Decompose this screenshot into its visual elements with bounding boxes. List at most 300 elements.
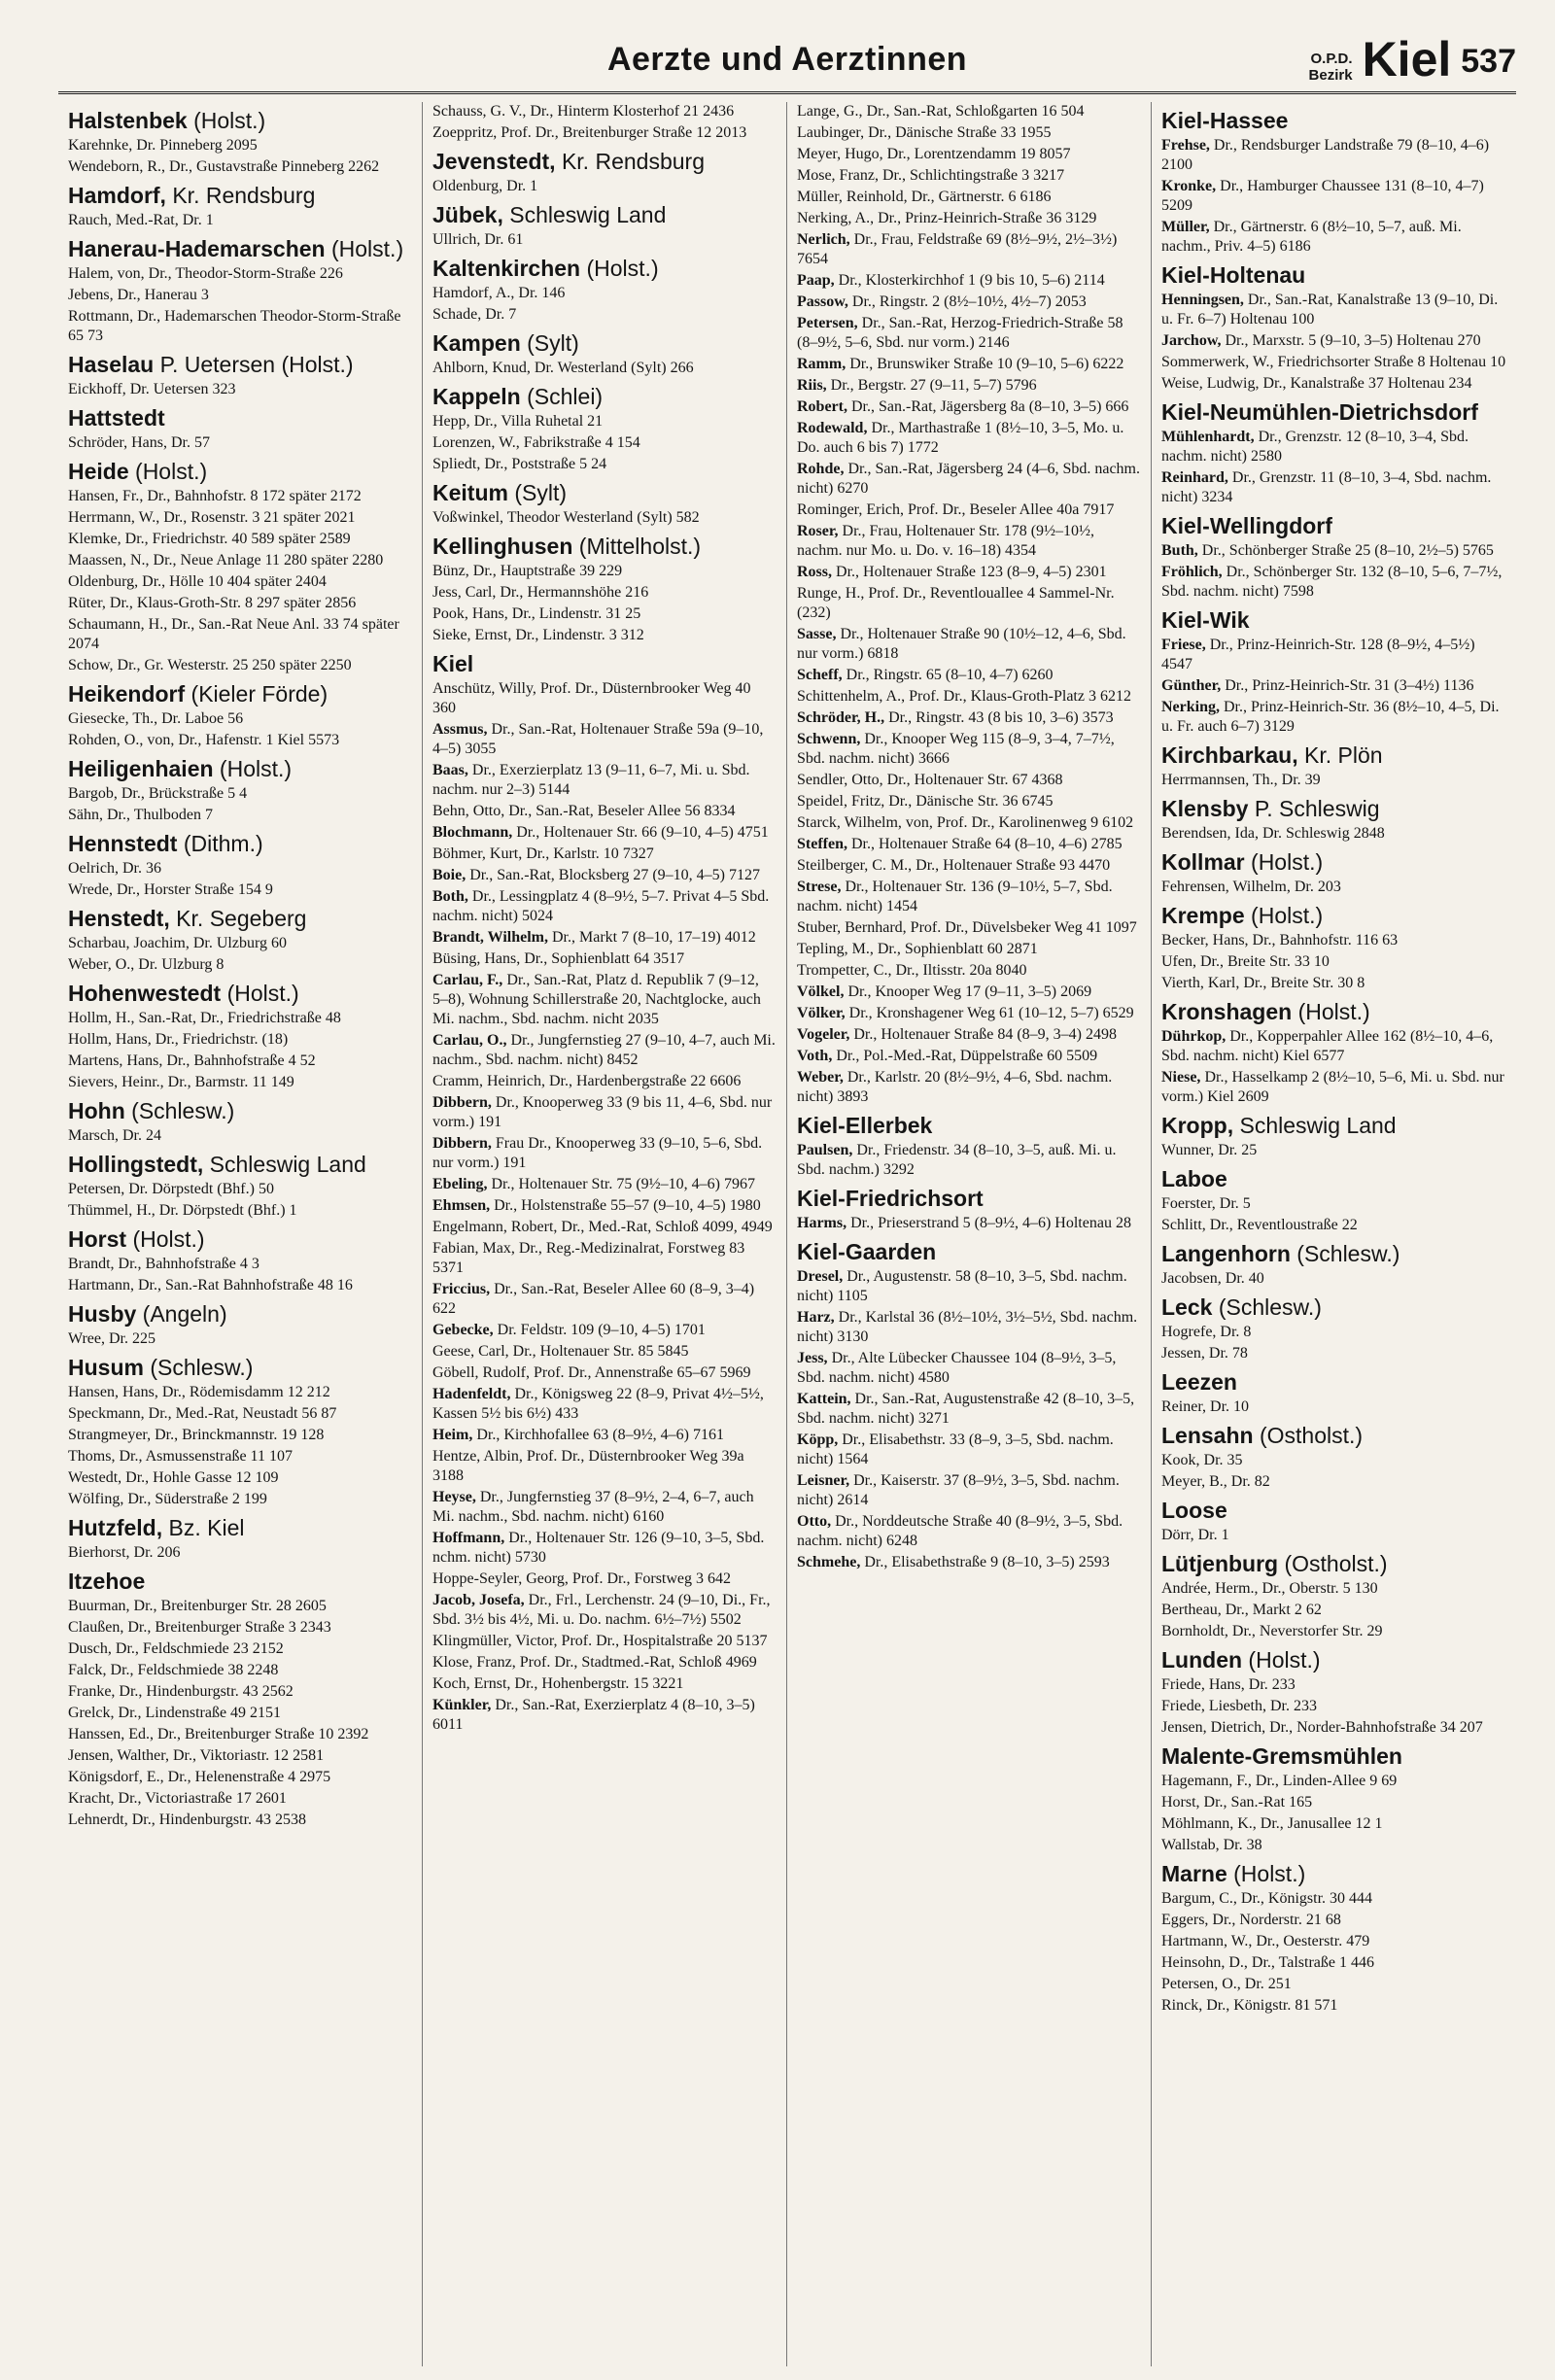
place-name: Keitum: [432, 480, 508, 505]
place-suffix: (Ostholst.): [1253, 1423, 1364, 1448]
place-heading: [1161, 1861, 1506, 1887]
place-suffix: (Mittelholst.): [572, 534, 702, 559]
place-suffix: Bz. Kiel: [162, 1515, 245, 1540]
physician-entry: [68, 307, 412, 346]
entry-text: Dr., Ringstr. 43 (8 bis 10, 3–6) 3573: [884, 709, 1114, 726]
physician-name: Weber,: [797, 1069, 844, 1086]
place-heading: [1161, 903, 1506, 929]
entry-text: Fehrensen, Wilhelm, Dr. 203: [1161, 879, 1341, 895]
place-suffix: (Sylt): [507, 480, 568, 505]
physician-entry: [432, 604, 777, 624]
physician-entry: [797, 1068, 1141, 1107]
entry-text: Brandt, Dr., Bahnhofstraße 4 3: [68, 1256, 259, 1272]
physician-entry: [432, 1175, 777, 1194]
entry-text: Thoms, Dr., Asmussenstraße 11 107: [68, 1448, 293, 1465]
physician-entry: [1161, 1718, 1506, 1738]
physician-entry: [432, 866, 777, 885]
place-name: Kiel-Wellingdorf: [1161, 513, 1332, 538]
physician-entry: [68, 530, 412, 549]
physician-entry: [68, 1682, 412, 1702]
physician-entry: [68, 551, 412, 570]
physician-name: Baas,: [432, 762, 468, 778]
physician-entry: [68, 955, 412, 975]
entry-text: Lorenzen, W., Fabrikstraße 4 154: [432, 434, 640, 451]
physician-name: Blochmann,: [432, 824, 513, 841]
physician-entry: [1161, 698, 1506, 737]
place-suffix: (Holst.): [1244, 849, 1324, 875]
entry-text: Dr., Alte Lübecker Chaussee 104 (8–9½, 3–5, Sbd. nachm. nicht) 4580: [797, 1350, 1117, 1386]
physician-entry: [432, 177, 777, 196]
place-name: Klensby: [1161, 796, 1249, 821]
entry-text: Ullrich, Dr. 61: [432, 231, 524, 248]
physician-entry: [1161, 878, 1506, 897]
entry-text: Dr., Holtenauer Straße 64 (8–10, 4–6) 2785: [847, 836, 1123, 852]
place-heading: [68, 756, 412, 782]
entry-text: Lehnerdt, Dr., Hindenburgstr. 43 2538: [68, 1811, 307, 1828]
physician-entry: [68, 1404, 412, 1424]
physician-entry: [797, 730, 1141, 769]
entry-text: Thümmel, H., Dr. Dörpstedt (Bhf.) 1: [68, 1202, 297, 1219]
entry-text: Dr., San.-Rat, Herzog-Friedrich-Straße 58 (8–9½, 5–6, Sbd. nur vorm.) 2146: [797, 315, 1123, 351]
entry-text: Hanssen, Ed., Dr., Breitenburger Straße 10 2392: [68, 1726, 369, 1742]
entry-text: Koch, Ernst, Dr., Hohenbergstr. 15 3221: [432, 1675, 684, 1692]
physician-entry: [68, 380, 412, 399]
physician-entry: [68, 594, 412, 613]
physician-entry: [797, 1431, 1141, 1469]
physician-entry: [1161, 1472, 1506, 1492]
entry-text: Engelmann, Robert, Dr., Med.-Rat, Schloß 4099, 4949: [432, 1219, 773, 1235]
entry-text: Dr., Holtenauer Str. 136 (9–10½, 5–7, Sbd. nachm. nicht) 1454: [797, 879, 1113, 914]
place-heading: [1161, 1113, 1506, 1139]
entry-text: Pook, Hans, Dr., Lindenstr. 31 25: [432, 605, 641, 622]
entry-text: Anschütz, Willy, Prof. Dr., Düsternbrooker Weg 40 360: [432, 680, 751, 716]
place-section: [1161, 1743, 1506, 1855]
physician-entry: [797, 1004, 1141, 1023]
physician-name: Jacob, Josefa,: [432, 1592, 525, 1608]
entry-text: Dr., Klosterkirchhof 1 (9 bis 10, 5–6) 2114: [834, 272, 1105, 289]
physician-entry: [68, 1704, 412, 1723]
header-right: [1308, 32, 1516, 86]
physician-entry: [68, 1447, 412, 1466]
physician-entry: [432, 1632, 777, 1651]
entry-text: Dr., Jungfernstieg 27 (9–10, 4–7, auch Mi. nachm., Sbd. nachm. nicht) 8452: [432, 1032, 776, 1068]
entry-text: Eickhoff, Dr. Uetersen 323: [68, 381, 236, 397]
place-suffix: (Holst.): [187, 108, 266, 133]
physician-entry: [68, 1009, 412, 1028]
entry-text: Bargum, C., Dr., Königstr. 30 444: [1161, 1890, 1373, 1907]
place-section: [68, 183, 412, 230]
physician-entry: [797, 145, 1141, 164]
entry-text: Jess, Carl, Dr., Hermannshöhe 216: [432, 584, 649, 601]
entry-text: Schade, Dr. 7: [432, 306, 517, 323]
place-name: Hollingstedt,: [68, 1152, 204, 1177]
place-name: Kropp,: [1161, 1113, 1234, 1138]
physician-name: Köpp,: [797, 1431, 839, 1448]
place-section: [68, 1355, 412, 1509]
entry-text: Meyer, B., Dr. 82: [1161, 1473, 1270, 1490]
physician-entry: [797, 1471, 1141, 1510]
entry-text: Nerking, A., Dr., Prinz-Heinrich-Straße 36 3129: [797, 210, 1097, 226]
place-suffix: Kr. Rendsburg: [555, 149, 705, 174]
place-section: [797, 102, 1141, 1107]
physician-name: Völker,: [797, 1005, 846, 1021]
entry-text: Dr., Kopperpahler Allee 162 (8½–10, 4–6, Sbd. nachm. nicht) Kiel 6577: [1161, 1028, 1494, 1064]
place-heading: [68, 108, 412, 134]
place-name: Kiel-Gaarden: [797, 1239, 937, 1264]
place-section: [1161, 262, 1506, 394]
physician-entry: [432, 1488, 777, 1527]
physician-entry: [68, 136, 412, 155]
place-section: [432, 149, 777, 196]
physician-entry: [797, 771, 1141, 790]
place-section: [1161, 1241, 1506, 1289]
place-name: Kiel-Hassee: [1161, 108, 1289, 133]
entry-text: Dr., Holtenauer Straße 84 (8–9, 3–4) 2498: [849, 1026, 1117, 1043]
place-name: Halstenbek: [68, 108, 188, 133]
entry-text: Dr., San.-Rat, Jägersberg 8a (8–10, 3–5) 666: [847, 398, 1129, 415]
place-heading: [1161, 513, 1506, 539]
place-suffix: (Holst.): [1242, 1647, 1321, 1673]
place-suffix: (Holst.): [325, 236, 404, 261]
physician-entry: [432, 1529, 777, 1568]
entry-text: Schittenhelm, A., Prof. Dr., Klaus-Groth-Platz 3 6212: [797, 688, 1131, 705]
place-suffix: Schleswig Land: [1233, 1113, 1397, 1138]
entry-text: Dr., Rendsburger Landstraße 79 (8–10, 4–6) 2100: [1161, 137, 1490, 173]
place-name: Kollmar: [1161, 849, 1245, 875]
entry-text: Dr., Elisabethstr. 33 (8–9, 3–5, Sbd. nachm. nicht) 1564: [797, 1431, 1114, 1467]
physician-name: Carlau, F.,: [432, 972, 503, 988]
place-name: Haselau: [68, 352, 155, 377]
entry-text: Friede, Liesbeth, Dr. 233: [1161, 1698, 1317, 1714]
physician-entry: [1161, 1526, 1506, 1545]
place-suffix: (Holst.): [580, 256, 659, 281]
entry-text: Dr., Grenzstr. 11 (8–10, 3–4, Sbd. nachm. nicht) 3234: [1161, 469, 1492, 505]
entry-text: Dr., Hamburger Chaussee 131 (8–10, 4–7) 5209: [1161, 178, 1484, 214]
place-heading: [432, 480, 777, 506]
entry-text: Sendler, Otto, Dr., Holtenauer Str. 67 4368: [797, 772, 1063, 788]
place-suffix: (Dithm.): [177, 831, 263, 856]
entry-text: Grelck, Dr., Lindenstraße 49 2151: [68, 1705, 282, 1721]
place-name: Leck: [1161, 1294, 1213, 1320]
place-name: Kirchbarkau,: [1161, 742, 1298, 768]
physician-entry: [1161, 353, 1506, 372]
entry-text: Starck, Wilhelm, von, Prof. Dr., Karolinenweg 9 6102: [797, 814, 1134, 831]
physician-entry: [432, 305, 777, 325]
physician-entry: [1161, 1975, 1506, 1994]
place-section: [432, 480, 777, 528]
physician-entry: [432, 433, 777, 453]
physician-entry: [432, 720, 777, 759]
place-name: Jübek,: [432, 202, 503, 227]
place-name: Heide: [68, 459, 129, 484]
entry-text: Schröder, Hans, Dr. 57: [68, 434, 210, 451]
entry-text: Andrée, Herm., Dr., Oberstr. 5 130: [1161, 1580, 1378, 1597]
place-name: Hattstedt: [68, 405, 165, 431]
entry-text: Wallstab, Dr. 38: [1161, 1837, 1262, 1853]
entry-text: Sievers, Heinr., Dr., Barmstr. 11 149: [68, 1074, 294, 1090]
entry-text: Dr. Feldstr. 109 (9–10, 4–5) 1701: [493, 1322, 706, 1338]
place-section: [1161, 1861, 1506, 2016]
entry-text: Marsch, Dr. 24: [68, 1127, 161, 1144]
place-name: Laboe: [1161, 1166, 1227, 1191]
physician-name: Heim,: [432, 1427, 473, 1443]
physician-entry: [68, 934, 412, 953]
place-suffix: (Angeln): [136, 1301, 227, 1327]
physician-entry: [1161, 1836, 1506, 1855]
physician-entry: [797, 397, 1141, 417]
place-heading: [797, 1186, 1141, 1212]
place-name: Langenhorn: [1161, 1241, 1291, 1266]
place-name: Kiel-Friedrichsort: [797, 1186, 984, 1211]
physician-name: Dibbern,: [432, 1135, 492, 1152]
place-suffix: (Schlei): [520, 384, 604, 409]
physician-name: Ramm,: [797, 356, 847, 372]
place-heading: [68, 906, 412, 932]
physician-name: Strese,: [797, 879, 842, 895]
physician-name: Kattein,: [797, 1391, 851, 1407]
place-suffix: Kr. Rendsburg: [165, 183, 316, 208]
entry-text: Dr., Knooper Weg 115 (8–9, 3–4, 7–7½, Sbd. nachm. nicht) 3666: [797, 731, 1115, 767]
place-section: [1161, 999, 1506, 1107]
physician-entry: [68, 709, 412, 729]
entry-text: Jacobsen, Dr. 40: [1161, 1270, 1264, 1287]
physician-entry: [797, 355, 1141, 374]
place-section: [1161, 903, 1506, 993]
physician-entry: [432, 1134, 777, 1173]
place-section: [432, 256, 777, 325]
physician-entry: [1161, 541, 1506, 561]
physician-entry: [68, 1811, 412, 1830]
entry-text: Dr., Karlstr. 20 (8½–9½, 4–6, Sbd. nachm. nicht) 3893: [797, 1069, 1113, 1105]
physician-entry: [797, 813, 1141, 833]
entry-text: Dr., Königsweg 22 (8–9, Privat 4½–5½, Kassen 5½ bis 6½) 433: [432, 1386, 764, 1422]
physician-entry: [432, 359, 777, 378]
physician-entry: [797, 1512, 1141, 1551]
place-name: Kiel-Neumühlen-Dietrichsdorf: [1161, 399, 1478, 425]
entry-text: Dr., Friedenstr. 34 (8–10, 3–5, auß. Mi. u. Sbd. nachm.) 3292: [797, 1142, 1117, 1178]
physician-entry: [432, 1696, 777, 1735]
physician-name: Assmus,: [432, 721, 488, 738]
entry-text: Wree, Dr. 225: [68, 1330, 156, 1347]
physician-entry: [797, 1025, 1141, 1045]
physician-entry: [1161, 1675, 1506, 1695]
physician-entry: [432, 1447, 777, 1486]
place-name: Hohenwestedt: [68, 981, 222, 1006]
place-heading: [68, 831, 412, 857]
place-name: Kampen: [432, 330, 521, 356]
physician-entry: [68, 1276, 412, 1295]
entry-text: Dr., Marxstr. 5 (9–10, 3–5) Holtenau 270: [1221, 332, 1481, 349]
entry-text: Maassen, N., Dr., Neue Anlage 11 280 später 2280: [68, 552, 384, 569]
entry-text: Weise, Ludwig, Dr., Kanalstraße 37 Holtenau 234: [1161, 375, 1472, 392]
place-section: [68, 906, 412, 975]
entry-text: Jensen, Walther, Dr., Viktoriastr. 12 2581: [68, 1747, 325, 1764]
entry-text: Runge, H., Prof. Dr., Reventlouallee 4 Sammel-Nr. (232): [797, 585, 1115, 621]
physician-name: Rohde,: [797, 461, 845, 477]
entry-text: Sähn, Dr., Thulboden 7: [68, 807, 214, 823]
column-4: [1152, 102, 1516, 2366]
place-section: [1161, 849, 1506, 897]
opd-label: O.P.D.: [1310, 51, 1353, 67]
physician-entry: [68, 1126, 412, 1146]
place-heading: [68, 1569, 412, 1595]
physician-entry: [1161, 1141, 1506, 1160]
place-section: [68, 1152, 412, 1221]
physician-entry: [797, 293, 1141, 312]
entry-text: Bertheau, Dr., Markt 2 62: [1161, 1602, 1322, 1618]
physician-entry: [432, 1072, 777, 1091]
physician-entry: [797, 166, 1141, 186]
entry-text: Dr., Brunswiker Straße 10 (9–10, 5–6) 6222: [846, 356, 1124, 372]
entry-text: Speckmann, Dr., Med.-Rat, Neustadt 56 87: [68, 1405, 337, 1422]
physician-entry: [797, 1267, 1141, 1306]
place-section: [1161, 1423, 1506, 1492]
place-section: [68, 108, 412, 177]
place-heading: [68, 1098, 412, 1124]
physician-entry: [797, 918, 1141, 938]
physician-name: Petersen,: [797, 315, 858, 331]
physician-entry: [432, 284, 777, 303]
place-heading: [68, 1515, 412, 1541]
district-city: Kiel: [1362, 32, 1452, 86]
district-label: [1309, 51, 1353, 84]
entry-text: Göbell, Rudolf, Prof. Dr., Annenstraße 65–67 5969: [432, 1364, 751, 1381]
physician-entry: [797, 1553, 1141, 1572]
physician-entry: [797, 102, 1141, 121]
place-heading: [797, 1239, 1141, 1265]
physician-name: Roser,: [797, 523, 839, 539]
entry-text: Dr., San.-Rat, Holtenauer Straße 59a (9–10, 4–5) 3055: [432, 721, 764, 757]
entry-text: Falck, Dr., Feldschmiede 38 2248: [68, 1662, 279, 1678]
place-section: [68, 1226, 412, 1295]
physician-name: Leisner,: [797, 1472, 850, 1489]
entry-text: Reiner, Dr. 10: [1161, 1398, 1250, 1415]
place-section: [1161, 1551, 1506, 1641]
entry-text: Dr., Grenzstr. 12 (8–10, 3–4, Sbd. nachm. nicht) 2580: [1161, 429, 1469, 465]
place-suffix: P. Schleswig: [1248, 796, 1380, 821]
physician-entry: [68, 1746, 412, 1766]
place-suffix: (Holst.): [126, 1226, 205, 1252]
place-name: Lensahn: [1161, 1423, 1254, 1448]
physician-name: Both,: [432, 888, 468, 905]
physician-entry: [68, 1639, 412, 1659]
entry-text: Fabian, Max, Dr., Reg.-Medizinalrat, Forstweg 83 5371: [432, 1240, 745, 1276]
entry-text: Dr., Jungfernstieg 37 (8–9½, 2–4, 6–7, auch Mi. nachm., Sbd. nachm. nicht) 6160: [432, 1489, 754, 1525]
physician-name: Hoffmann,: [432, 1530, 505, 1546]
entry-text: Herrmannsen, Th., Dr. 39: [1161, 772, 1321, 788]
physician-entry: [1161, 291, 1506, 329]
entry-text: Dr., Knooper Weg 17 (9–11, 3–5) 2069: [844, 983, 1092, 1000]
entry-text: Dr., Holtenauer Straße 90 (10½–12, 4–6, Sbd. nur vorm.) 6818: [797, 626, 1126, 662]
physician-entry: [432, 1031, 777, 1070]
place-heading: [797, 1113, 1141, 1139]
place-name: Kellinghusen: [432, 534, 573, 559]
physician-entry: [797, 792, 1141, 811]
place-section: [432, 330, 777, 378]
entry-text: Dr., Gärtnerstr. 6 (8½–10, 5–7, auß. Mi. nachm., Priv. 4–5) 6186: [1161, 219, 1462, 255]
physician-entry: [1161, 1793, 1506, 1812]
physician-entry: [1161, 931, 1506, 950]
entry-text: Westedt, Dr., Hohle Gasse 12 109: [68, 1469, 279, 1486]
place-suffix: (Sylt): [520, 330, 579, 356]
physician-name: Dresel,: [797, 1268, 844, 1285]
physician-entry: [432, 1363, 777, 1383]
physician-name: Riis,: [797, 377, 827, 394]
place-heading: [68, 236, 412, 262]
physician-name: Nerking,: [1161, 699, 1220, 715]
entry-text: Wölfing, Dr., Süderstraße 2 199: [68, 1491, 267, 1507]
physician-name: Passow,: [797, 293, 848, 310]
physician-entry: [797, 625, 1141, 664]
physician-entry: [432, 1426, 777, 1445]
entry-text: Hamdorf, A., Dr. 146: [432, 285, 566, 301]
physician-entry: [68, 1618, 412, 1638]
place-name: Husum: [68, 1355, 144, 1380]
entry-text: Dr., Holtenauer Str. 66 (9–10, 4–5) 4751: [512, 824, 769, 841]
physician-name: Jess,: [797, 1350, 828, 1366]
entry-text: Oldenburg, Dr., Hölle 10 404 später 2404: [68, 573, 327, 590]
place-section: [432, 102, 777, 143]
place-heading: [432, 534, 777, 560]
place-section: [1161, 796, 1506, 844]
place-heading: [1161, 1241, 1506, 1267]
entry-text: Ufen, Dr., Breite Str. 33 10: [1161, 953, 1330, 970]
entry-text: Hartmann, Dr., San.-Rat Bahnhofstraße 48 16: [68, 1277, 353, 1293]
place-suffix: (Kieler Förde): [185, 681, 328, 707]
place-suffix: (Holst.): [1292, 999, 1370, 1024]
entry-text: Eggers, Dr., Norderstr. 21 68: [1161, 1912, 1341, 1928]
place-heading: [1161, 742, 1506, 769]
place-section: [1161, 1369, 1506, 1417]
physician-entry: [1161, 1889, 1506, 1909]
physician-entry: [797, 666, 1141, 685]
entry-text: Foerster, Dr. 5: [1161, 1195, 1251, 1212]
physician-entry: [68, 1543, 412, 1563]
entry-text: Dr., San.-Rat, Augustenstraße 42 (8–10, 3–5, Sbd. nachm. nicht) 3271: [797, 1391, 1135, 1427]
entry-text: Kracht, Dr., Victoriastraße 17 2601: [68, 1790, 287, 1807]
place-heading: [1161, 1369, 1506, 1396]
place-section: [432, 534, 777, 645]
place-heading: [1161, 1166, 1506, 1192]
physician-entry: [68, 1052, 412, 1071]
entry-text: Böhmer, Kurt, Dr., Karlstr. 10 7327: [432, 845, 654, 862]
physician-entry: [1161, 974, 1506, 993]
entry-text: Meyer, Hugo, Dr., Lorentzendamm 19 8057: [797, 146, 1071, 162]
physician-name: Friccius,: [432, 1281, 491, 1297]
place-name: Lütjenburg: [1161, 1551, 1279, 1576]
entry-text: Jessen, Dr. 78: [1161, 1345, 1248, 1362]
entry-text: Dr., Ringstr. 65 (8–10, 4–7) 6260: [842, 667, 1054, 683]
physician-entry: [68, 880, 412, 900]
physician-name: Völkel,: [797, 983, 845, 1000]
place-name: Malente-Gremsmühlen: [1161, 1743, 1402, 1769]
physician-name: Kronke,: [1161, 178, 1217, 194]
entry-text: Königsdorf, E., Dr., Helenenstraße 4 2975: [68, 1769, 331, 1785]
physician-entry: [432, 1280, 777, 1319]
physician-name: Buth,: [1161, 542, 1198, 559]
physician-entry: [1161, 771, 1506, 790]
page-header: [58, 27, 1516, 94]
physician-entry: [432, 1653, 777, 1673]
entry-text: Dr., Prinz-Heinrich-Str. 31 (3–4½) 1136: [1221, 677, 1474, 694]
entry-text: Lange, G., Dr., San.-Rat, Schloßgarten 16 504: [797, 103, 1085, 120]
entry-text: Heinsohn, D., Dr., Talstraße 1 446: [1161, 1954, 1374, 1971]
physician-entry: [797, 563, 1141, 582]
physician-name: Paap,: [797, 272, 835, 289]
physician-entry: [797, 835, 1141, 854]
physician-entry: [797, 584, 1141, 623]
place-section: [68, 236, 412, 346]
